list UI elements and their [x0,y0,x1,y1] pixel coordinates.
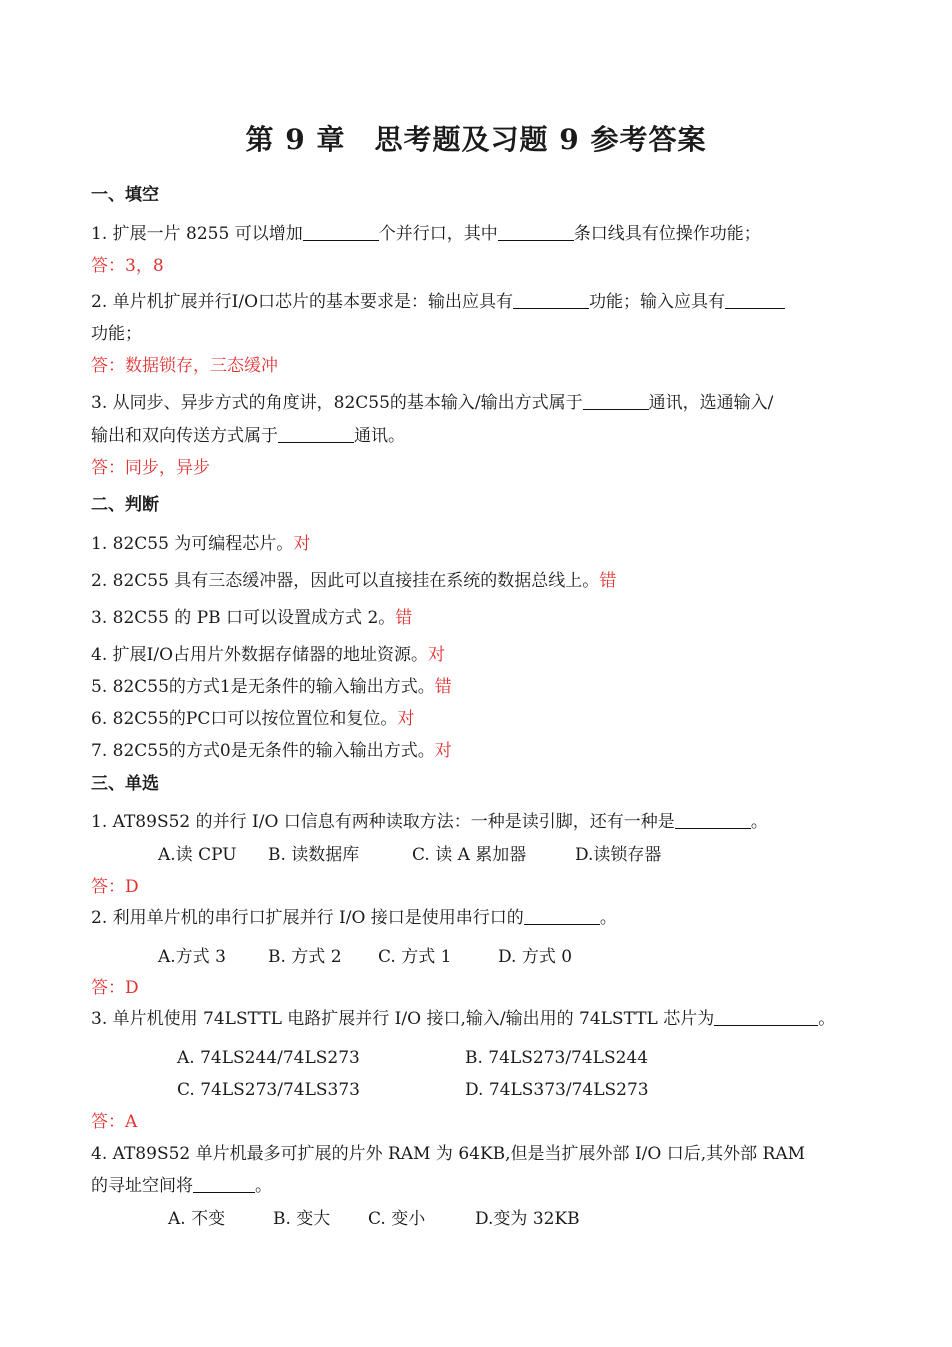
judge-answer: 错 [599,571,617,591]
choice-question-4: 4. AT89S52 单片机最多可扩展的片外 RAM 为 64KB,但是当扩展外部 I/O 口后,其外部 RAM [91,1144,806,1164]
fill-question-3-cont [91,423,405,449]
answer-blank [714,1007,818,1026]
answer-blank [498,222,574,241]
question-text: 通讯，选通输入/ [648,393,774,413]
choice-option: B. 变大 [273,1209,331,1229]
choice-option: A. 74LS244/74LS273 [177,1048,360,1068]
choice-option: A.读 CPU [158,845,237,865]
choice-option: C. 方式 1 [378,947,452,967]
choice-answer-2: 答：D [91,978,139,998]
question-text: 2. 单片机扩展并行I/O口芯片的基本要求是：输出应具有 [91,292,514,312]
fill-answer-1: 答：3，8 [91,256,164,276]
answer-blank [303,222,379,241]
judge-answer: 错 [395,608,413,628]
choice-option: D. 74LS373/74LS273 [465,1080,649,1100]
judge-item [91,674,452,700]
judge-text: 3. 82C55 的 PB 口可以设置成方式 2。 [91,608,396,628]
question-text: 。 [599,908,617,928]
question-text: 输出和双向传送方式属于 [91,426,278,446]
fill-question-2 [91,289,785,315]
choice-question-4-cont [91,1173,272,1199]
judge-text: 2. 82C55 具有三态缓冲器，因此可以直接挂在系统的数据总线上。 [91,571,600,591]
question-text: 个并行口，其中 [378,224,498,244]
judge-answer: 对 [428,645,446,665]
choice-option: B. 74LS273/74LS244 [465,1048,649,1068]
choice-option: B. 读数据库 [268,845,360,865]
answer-blank [193,1174,255,1193]
judge-item [91,642,445,668]
choice-option: D. 方式 0 [498,947,573,967]
choice-option: B. 方式 2 [268,947,342,967]
section-heading-fill: 一、填空 [91,185,159,205]
choice-option: A. 不变 [168,1209,226,1229]
fill-question-1 [91,221,761,247]
choice-answer-3: 答：A [91,1112,138,1132]
question-text: 的寻址空间将 [91,1176,193,1196]
fill-question-2-cont: 功能； [91,324,142,344]
fill-answer-3: 答：同步，异步 [91,458,210,478]
judge-answer: 错 [434,677,452,697]
section-heading-judge: 二、判断 [91,495,159,515]
choice-option: A.方式 3 [158,947,226,967]
answer-blank [583,391,649,410]
choice-option: D.变为 32KB [475,1209,580,1229]
choice-answer-1: 答：D [91,877,139,897]
answer-blank [513,290,589,309]
judge-item [91,531,310,557]
question-text: 。 [255,1176,272,1196]
page-title: 第 9 章 思考题及习题 9 参考答案 [245,123,707,156]
choice-question-1 [91,809,768,835]
judge-text: 5. 82C55的方式1是无条件的输入输出方式。 [91,677,435,697]
judge-item [91,568,616,594]
judge-answer: 对 [434,741,452,761]
judge-text: 7. 82C55的方式0是无条件的输入输出方式。 [91,741,435,761]
judge-answer: 对 [397,709,415,729]
question-text: 通讯。 [354,426,405,446]
answer-blank [725,290,785,309]
question-text: 。 [750,812,768,832]
choice-option: D.读锁存器 [575,845,662,865]
fill-question-3 [91,390,773,416]
judge-item [91,738,452,764]
question-text: 。 [818,1009,836,1029]
question-text: 1. AT89S52 的并行 I/O 口信息有两种读取方法：一种是读引脚，还有一种是 [91,812,675,832]
judge-item [91,605,412,631]
judge-text: 4. 扩展I/O占用片外数据存储器的地址资源。 [91,645,429,665]
question-text: 2. 利用单片机的串行口扩展并行 I/O 接口是使用串行口的 [91,908,524,928]
answer-blank [524,906,600,925]
choice-option: C. 变小 [368,1209,426,1229]
answer-blank [278,424,354,443]
judge-item [91,706,414,732]
answer-blank [675,810,751,829]
fill-answer-2: 答：数据锁存，三态缓冲 [91,356,278,376]
question-text: 功能；输入应具有 [589,292,726,312]
judge-text: 6. 82C55的PC口可以按位置位和复位。 [91,709,398,729]
choice-option: C. 74LS273/74LS373 [177,1080,360,1100]
question-text: 1. 扩展一片 8255 可以增加 [91,224,303,244]
judge-text: 1. 82C55 为可编程芯片。 [91,534,294,554]
choice-question-3 [91,1006,835,1032]
choice-question-2 [91,905,617,931]
choice-option: C. 读 A 累加器 [412,845,527,865]
question-text: 3. 从同步、异步方式的角度讲，82C55的基本输入/输出方式属于 [91,393,583,413]
section-heading-choice: 三、单选 [91,774,159,794]
judge-answer: 对 [293,534,311,554]
question-text: 条口线具有位操作功能； [573,224,761,244]
question-text: 3. 单片机使用 74LSTTL 电路扩展并行 I/O 接口,输入/输出用的 74LSTTL 芯片为 [91,1009,715,1029]
